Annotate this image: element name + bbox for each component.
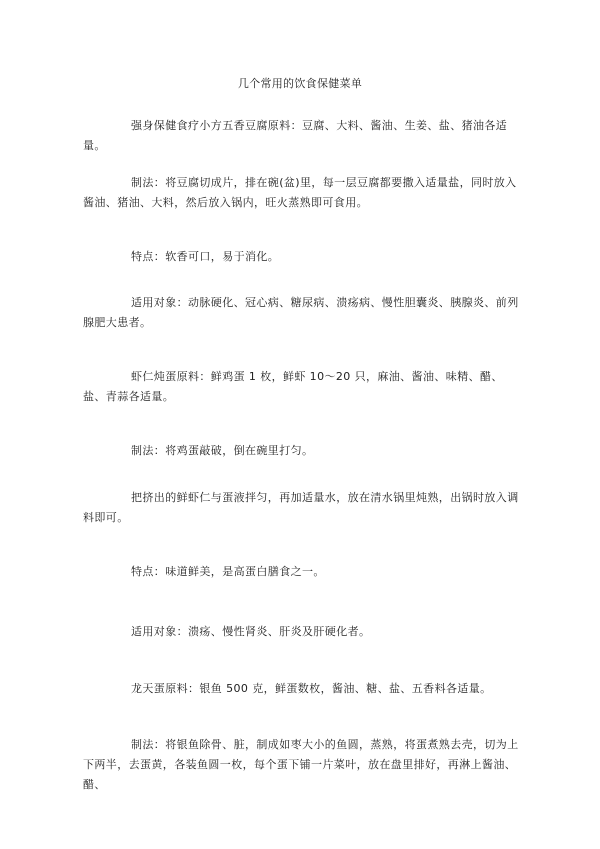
paragraph-longtian-dan-ingredients: 龙天蛋原料：银鱼 500 克，鲜蛋数枚，酱油、糖、盐、五香料各适量。 [131,682,492,695]
paragraph-xiaren-dun-dan-suitable: 适用对象：溃疡、慢性肾炎、肝炎及肝硬化者。 [131,625,371,638]
paragraph-wuxiang-doufu-suitable: 适用对象：动脉硬化、冠心病、糖尿病、溃疡病、慢性胆囊炎、胰腺炎、前列腺肥大患者。 [83,296,519,329]
paragraph-wuxiang-doufu-method: 制法：将豆腐切成片，排在碗(盆)里，每一层豆腐都要撒入适量盐，同时放入酱油、猪油、大料，然后放入锅内，旺火蒸熟即可食用。 [83,176,517,209]
paragraph-longtian-dan-method: 制法：将银鱼除骨、脏，制成如枣大小的鱼圆，蒸熟，将蛋煮熟去壳，切为上下两半，去蛋黄，各装鱼圆一枚，每个蛋下铺一片菜叶，放在盘里排好，再淋上酱油、醋、 [83,738,519,791]
document-title: 几个常用的饮食保健菜单 [237,77,363,90]
paragraph-xiaren-dun-dan-method: 制法：将鸡蛋敲破，倒在碗里打匀。 [131,444,314,457]
paragraph-xiaren-dun-dan-steps: 把挤出的鲜虾仁与蛋液拌匀，再加适量水，放在清水锅里炖熟，出锅时放入调料即可。 [83,491,519,524]
paragraph-wuxiang-doufu-features: 特点：软香可口，易于消化。 [131,250,280,263]
paragraph-xiaren-dun-dan-ingredients: 虾仁炖蛋原料：鲜鸡蛋 1 枚，鲜虾 10～20 只，麻油、酱油、味精、醋、盐、青蒜各适量。 [83,370,503,403]
paragraph-xiaren-dun-dan-features: 特点：味道鲜美，是高蛋白膳食之一。 [131,565,325,578]
paragraph-wuxiang-doufu-ingredients: 强身保健食疗小方五香豆腐原料：豆腐、大料、酱油、生姜、盐、猪油各适量。 [83,119,508,152]
